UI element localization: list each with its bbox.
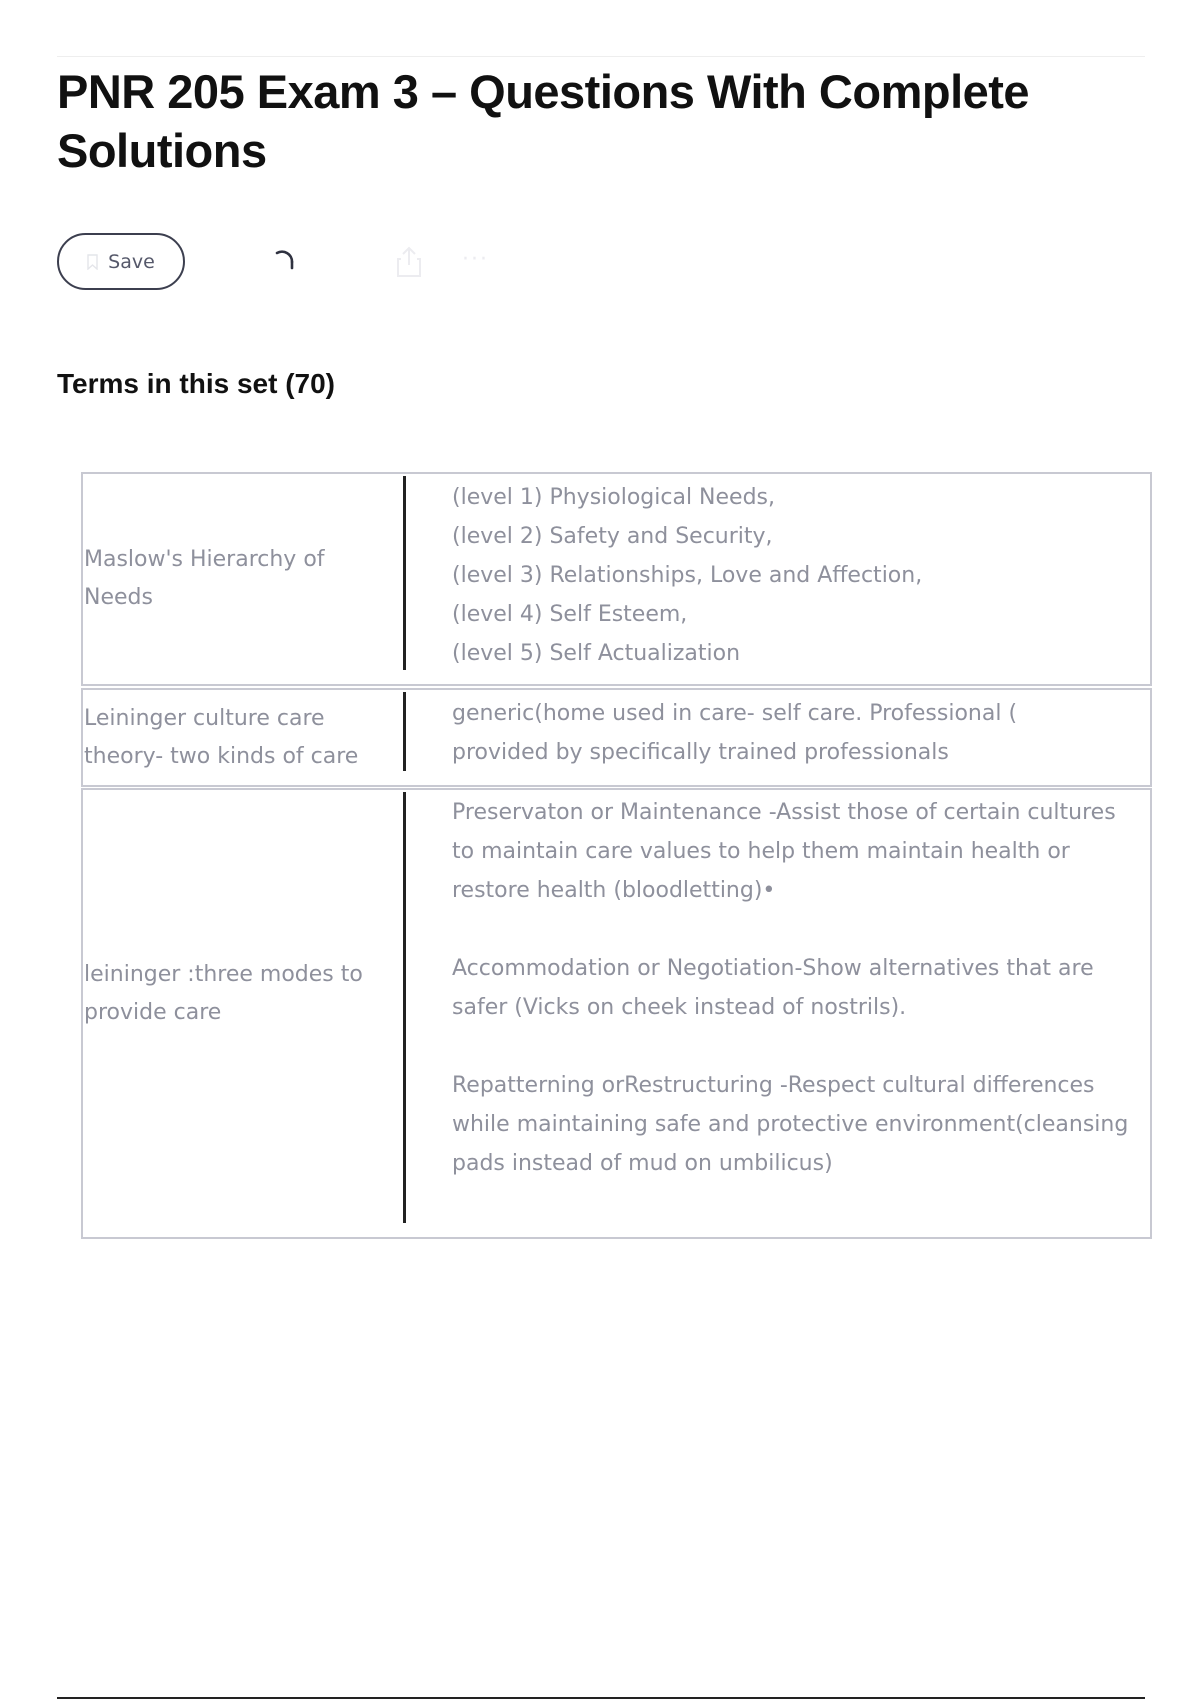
definition-line: (level 5) Self Actualization [452,641,741,666]
more-options-icon[interactable]: ··· [462,247,489,272]
term-card[interactable] [81,788,1152,1239]
bookmark-icon [87,254,98,270]
page-title: PNR 205 Exam 3 – Questions With Complete Solutions [57,65,1030,177]
definition-paragraph: Accommodation or Negotiation-Show alternatives that are safer (Vicks on cheek instead of nostrils). [452,956,1094,1020]
terms-list [81,472,1152,1240]
term-card[interactable] [81,688,1152,787]
definition-line: generic(home used in care- self care. Professional ( [452,701,1018,726]
definition-line: (level 2) Safety and Security, [452,524,773,549]
term-text: Maslow's Hierarchy of Needs [84,547,325,610]
save-button[interactable] [57,233,185,290]
definition-paragraph: Preservaton or Maintenance -Assist those of certain cultures to maintain care values to help them maintain health or restore health (bloodletting)• [452,800,1116,903]
definition-line: (level 4) Self Esteem, [452,602,688,627]
share-icon[interactable] [394,245,424,279]
definition-text [406,790,1150,1237]
definition-text [406,690,1150,785]
term-card[interactable] [81,472,1152,686]
terms-heading: Terms in this set (70) [57,368,336,399]
definition-line: (level 1) Physiological Needs, [452,485,776,510]
definition-paragraph: Repatterning orRestructuring -Respect cultural differences while maintaining safe and protective environment(cleansing pads instead of mud on umbilicus) [452,1073,1129,1176]
save-label: Save [108,250,155,273]
definition-line: provided by specifically trained professionals [452,740,949,765]
definition-line: (level 3) Relationships, Love and Affection, [452,563,923,588]
bottom-divider [57,1697,1145,1699]
term-text: Leininger culture care theory- two kinds of care [84,705,359,769]
action-toolbar [57,233,557,295]
definition-text [406,474,1150,684]
term-text: leininger :three modes to provide care [84,961,363,1025]
spinner-icon [268,245,300,277]
top-divider [57,56,1145,57]
